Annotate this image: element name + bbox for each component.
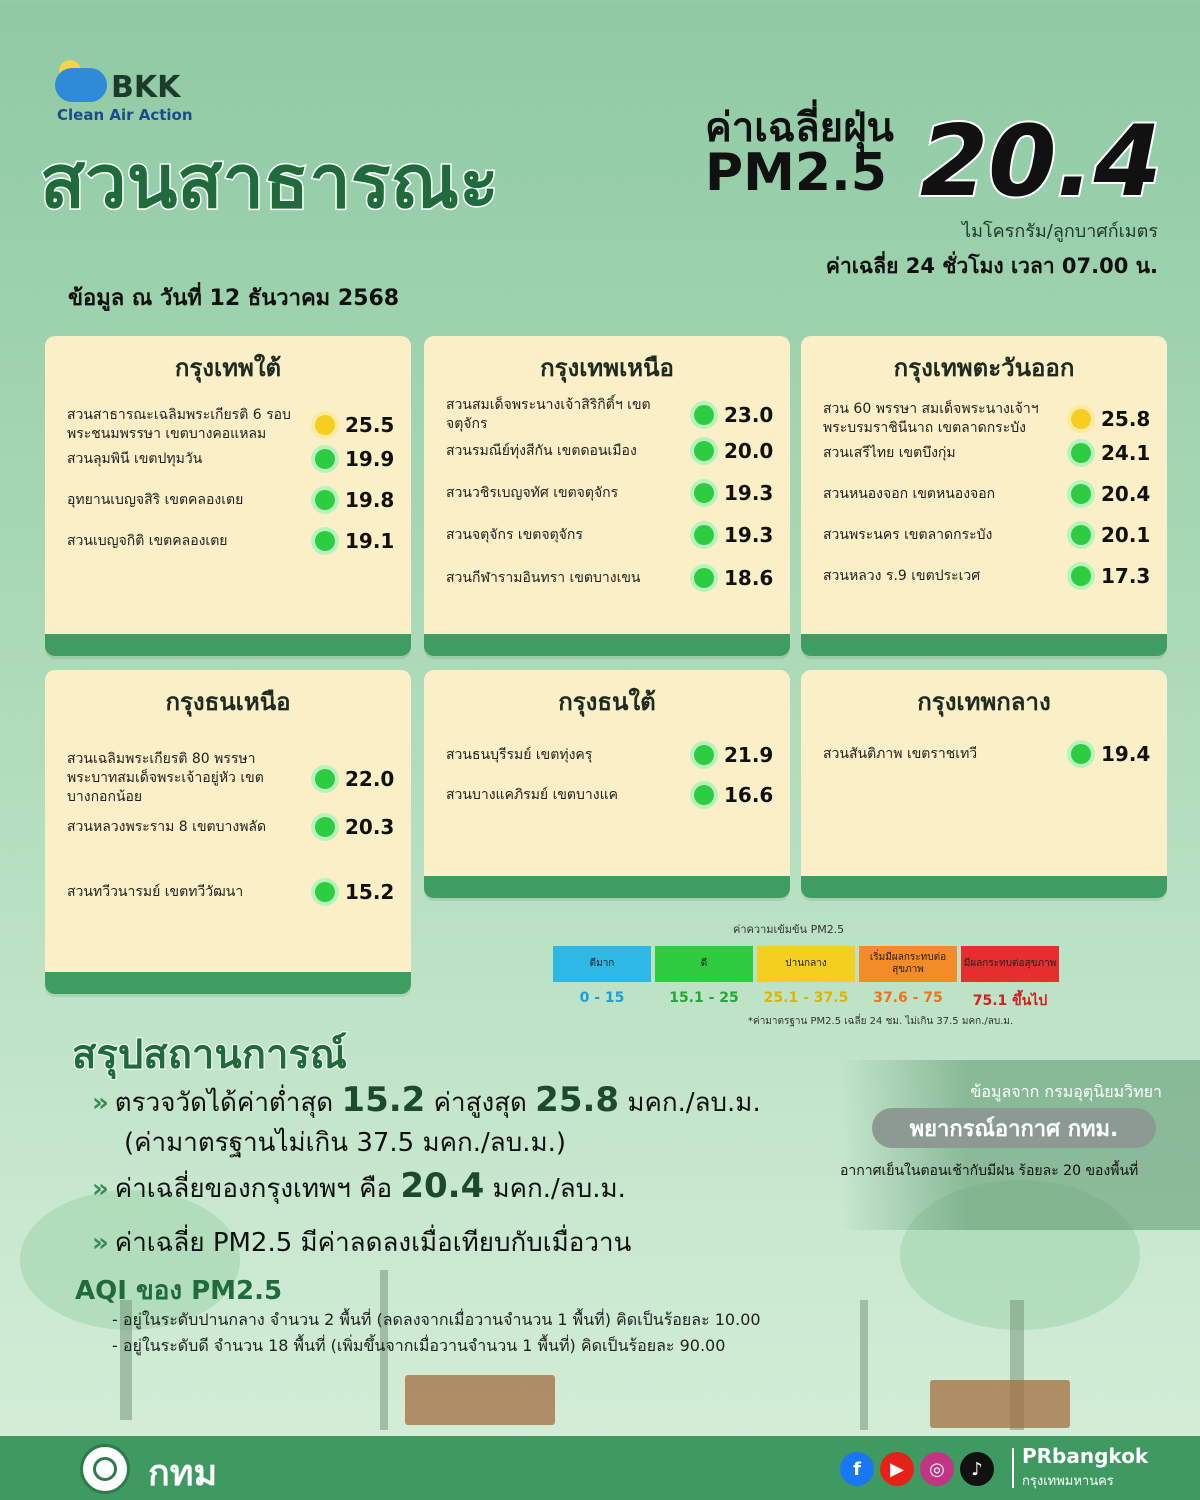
aqi-line-good: - อยู่ในระดับดี จำนวน 18 พื้นที่ (เพิ่มขึ้นจากเมื่อวานจำนวน 1 พื้นที่) คิดเป็นร้อยละ 90.00 — [112, 1336, 726, 1355]
summary-line-average: » ค่าเฉลี่ยของกรุงเทพฯ คือ 20.4 มคก./ลบ.ม. — [92, 1166, 626, 1206]
legend-level: ดี — [655, 946, 753, 982]
park-name: สวนหลวงพระราม 8 เขตบางพลัด — [67, 818, 267, 835]
summary-standard: (ค่ามาตรฐานไม่เกิน 37.5 มคก./ลบ.ม.) — [124, 1128, 567, 1158]
legend-range: 0 - 15 — [579, 990, 625, 1006]
region-title: กรุงเทพเหนือ — [540, 354, 674, 382]
park-name: สวนหลวง ร.9 เขตประเวศ — [823, 567, 981, 584]
park-name: สวนเบญจกิติ เขตคลองเตย — [67, 532, 228, 549]
park-name: สวนรมณีย์ทุ่งสีกัน เขตดอนเมือง — [446, 442, 637, 459]
status-dot-icon — [694, 483, 714, 503]
status-dot-icon — [694, 785, 714, 805]
pr-sub: กรุงเทพมหานคร — [1022, 1474, 1114, 1489]
chevron-right-icon: » — [92, 1088, 109, 1118]
footer-divider — [1012, 1448, 1014, 1488]
legend-note: *ค่ามาตรฐาน PM2.5 เฉลี่ย 24 ชม. ไม่เกิน 37.5 มคก./ลบ.ม. — [748, 1016, 1014, 1027]
region-title: กรุงธนใต้ — [558, 688, 656, 716]
park-value: 21.9 — [724, 743, 774, 767]
status-dot-icon — [315, 449, 335, 469]
pm-average-value: 20.4 — [920, 105, 1162, 219]
park-row — [67, 488, 397, 512]
park-row — [446, 481, 776, 505]
data-date: ข้อมูล ณ วันที่ 12 ธันวาคม 2568 — [68, 286, 400, 311]
park-value: 19.3 — [724, 481, 774, 505]
park-value: 19.9 — [345, 447, 395, 471]
status-dot-icon — [694, 441, 714, 461]
weather-panel — [840, 1060, 1200, 1230]
park-row — [67, 447, 397, 471]
park-row — [446, 566, 776, 590]
park-name: สวนจตุจักร เขตจตุจักร — [446, 526, 583, 543]
park-row — [446, 439, 776, 463]
region-card — [45, 670, 411, 994]
park-name: สวนธนบุรีรมย์ เขตทุ่งครุ — [446, 746, 593, 763]
park-value: 24.1 — [1101, 441, 1151, 465]
summary-line-trend: » ค่าเฉลี่ย PM2.5 มีค่าลดลงเมื่อเทียบกับเมื่อวาน — [92, 1228, 632, 1258]
region-card — [45, 336, 411, 656]
legend-level: มีผลกระทบต่อสุขภาพ — [961, 946, 1059, 982]
park-value: 19.4 — [1101, 742, 1151, 766]
park-row — [823, 564, 1153, 588]
status-dot-icon — [315, 769, 335, 789]
park-row — [446, 523, 776, 547]
park-name: อุทยานเบญจสิริ เขตคลองเตย — [67, 491, 244, 508]
aqi-line-moderate: - อยู่ในระดับปานกลาง จำนวน 2 พื้นที่ (ลดลงจากเมื่อวานจำนวน 1 พื้นที่) คิดเป็นร้อยละ 10.00 — [112, 1310, 761, 1329]
status-dot-icon — [694, 745, 714, 765]
youtube-icon[interactable]: ▶ — [880, 1452, 914, 1486]
logo-brand: BKK — [111, 70, 181, 105]
park-name: สวนพระนคร เขตลาดกระบัง — [823, 526, 993, 543]
park-name: สวน 60 พรรษา สมเด็จพระนางเจ้าฯ พระบรมราชินีนาถ เขตลาดกระบัง — [823, 401, 1039, 436]
status-dot-icon — [1071, 443, 1091, 463]
chevron-right-icon: » — [92, 1228, 109, 1258]
park-name: สวนเฉลิมพระเกียรติ 80 พรรษา พระบาทสมเด็จพระเจ้าอยู่หัว เขตบางกอกน้อย — [67, 751, 264, 805]
park-value: 23.0 — [724, 403, 774, 427]
park-name: สวนสมเด็จพระนางเจ้าสิริกิติ์ฯ เขตจตุจักร — [446, 397, 651, 432]
aqi-title: AQI ของ PM2.5 — [75, 1276, 283, 1306]
cloud-icon — [55, 68, 107, 102]
park-value: 16.6 — [724, 783, 774, 807]
region-title: กรุงธนเหนือ — [165, 688, 291, 716]
page-title: สวนสาธารณะ — [40, 139, 499, 225]
park-name: สวนเสรีไทย เขตบึงกุ่ม — [823, 444, 956, 461]
park-row — [67, 880, 397, 904]
park-value: 25.5 — [345, 413, 395, 437]
summary-average: 20.4 — [400, 1166, 485, 1206]
region-card — [801, 670, 1167, 898]
status-dot-icon — [694, 568, 714, 588]
park-row — [67, 529, 397, 553]
region-title: กรุงเทพใต้ — [174, 354, 282, 382]
pm-average-label: ค่าเฉลี่ยฝุ่น — [705, 105, 894, 151]
status-dot-icon — [1071, 409, 1091, 429]
pm-name: PM2.5 — [705, 143, 887, 203]
park-value: 19.3 — [724, 523, 774, 547]
status-dot-icon — [1071, 566, 1091, 586]
park-name: สวนสาธารณะเฉลิมพระเกียรติ 6 รอบ พระชนมพรรษา เขตบางคอแหลม — [67, 407, 291, 442]
pm-unit: ไมโครกรัม/ลูกบาศก์เมตร — [962, 221, 1158, 242]
park-row — [67, 815, 397, 839]
park-value: 19.1 — [345, 529, 395, 553]
legend-level: ดีมาก — [553, 946, 651, 982]
status-dot-icon — [315, 531, 335, 551]
park-name: สวนหนองจอก เขตหนองจอก — [823, 485, 996, 502]
facebook-icon[interactable]: f — [840, 1452, 874, 1486]
park-value: 20.0 — [724, 439, 774, 463]
pr-name: PRbangkok — [1022, 1444, 1149, 1468]
region-card — [424, 670, 790, 898]
summary-min: 15.2 — [341, 1080, 426, 1120]
region-card — [801, 336, 1167, 656]
tiktok-icon[interactable]: ♪ — [960, 1452, 994, 1486]
weather-note: อากาศเย็นในตอนเช้ากับมีฝน ร้อยละ 20 ของพื้นที่ — [840, 1163, 1139, 1179]
summary-max: 25.8 — [535, 1080, 620, 1120]
legend-range: 75.1 ขึ้นไป — [972, 993, 1048, 1009]
weather-source: ข้อมูลจาก กรมอุตุนิยมวิทยา — [970, 1082, 1162, 1101]
region-title: กรุงเทพตะวันออก — [893, 354, 1075, 382]
park-name: สวนลุมพินี เขตปทุมวัน — [67, 450, 203, 467]
chevron-right-icon: » — [92, 1174, 109, 1204]
park-row — [446, 396, 776, 434]
park-row — [446, 783, 776, 807]
summary-line-min-max: » ตรวจวัดได้ค่าต่ำสุด 15.2 ค่าสูงสุด 25.8 มคก./ลบ.ม. — [92, 1080, 761, 1120]
legend-level: เริ่มมีผลกระทบต่อสุขภาพ — [859, 946, 957, 982]
legend-range: 37.6 - 75 — [873, 990, 943, 1006]
park-name: สวนสันติภาพ เขตราชเทวี — [823, 745, 978, 762]
park-row — [823, 482, 1153, 506]
park-row — [823, 441, 1153, 465]
park-value: 20.1 — [1101, 523, 1151, 547]
park-name: สวนบางแคภิรมย์ เขตบางแค — [446, 786, 618, 803]
status-dot-icon — [694, 525, 714, 545]
park-value: 15.2 — [345, 880, 395, 904]
park-name: สวนทวีวนารมย์ เขตทวีวัฒนา — [67, 883, 244, 900]
park-row — [67, 750, 397, 807]
region-title: กรุงเทพกลาง — [917, 688, 1051, 716]
status-dot-icon — [315, 415, 335, 435]
park-row — [823, 400, 1153, 438]
status-dot-icon — [1071, 484, 1091, 504]
park-row — [823, 523, 1153, 547]
legend-range: 15.1 - 25 — [669, 990, 739, 1006]
park-value: 17.3 — [1101, 564, 1151, 588]
park-row — [67, 406, 397, 444]
logo-tagline: Clean Air Action — [57, 106, 193, 124]
status-dot-icon — [1071, 525, 1091, 545]
bkk-logo — [55, 60, 215, 130]
legend-level: ปานกลาง — [757, 946, 855, 982]
instagram-icon[interactable]: ◎ — [920, 1452, 954, 1486]
summary-title: สรุปสถานการณ์ — [72, 1032, 347, 1078]
park-value: 20.4 — [1101, 482, 1151, 506]
park-name: สวนวชิรเบญจทัศ เขตจตุจักร — [446, 484, 619, 501]
status-dot-icon — [315, 817, 335, 837]
park-row — [446, 743, 776, 767]
weather-forecast-badge: พยากรณ์อากาศ กทม. — [872, 1108, 1156, 1148]
park-value: 22.0 — [345, 766, 395, 791]
park-value: 20.3 — [345, 815, 395, 839]
pm-average-period: ค่าเฉลี่ย 24 ชั่วโมง เวลา 07.00 น. — [825, 254, 1158, 278]
footer-org: กทม — [148, 1453, 218, 1494]
footer — [0, 1436, 1200, 1500]
status-dot-icon — [1071, 744, 1091, 764]
park-name: สวนกีฬารามอินทรา เขตบางเขน — [446, 569, 641, 586]
status-dot-icon — [694, 405, 714, 425]
bma-seal-icon — [80, 1444, 130, 1494]
region-card — [424, 336, 790, 656]
status-dot-icon — [315, 882, 335, 902]
park-value: 19.8 — [345, 488, 395, 512]
park-value: 18.6 — [724, 566, 774, 590]
park-value: 25.8 — [1101, 407, 1151, 431]
status-dot-icon — [315, 490, 335, 510]
legend-title: ค่าความเข้มข้น PM2.5 — [733, 923, 845, 936]
legend-range: 25.1 - 37.5 — [763, 990, 849, 1006]
park-row — [823, 742, 1153, 766]
